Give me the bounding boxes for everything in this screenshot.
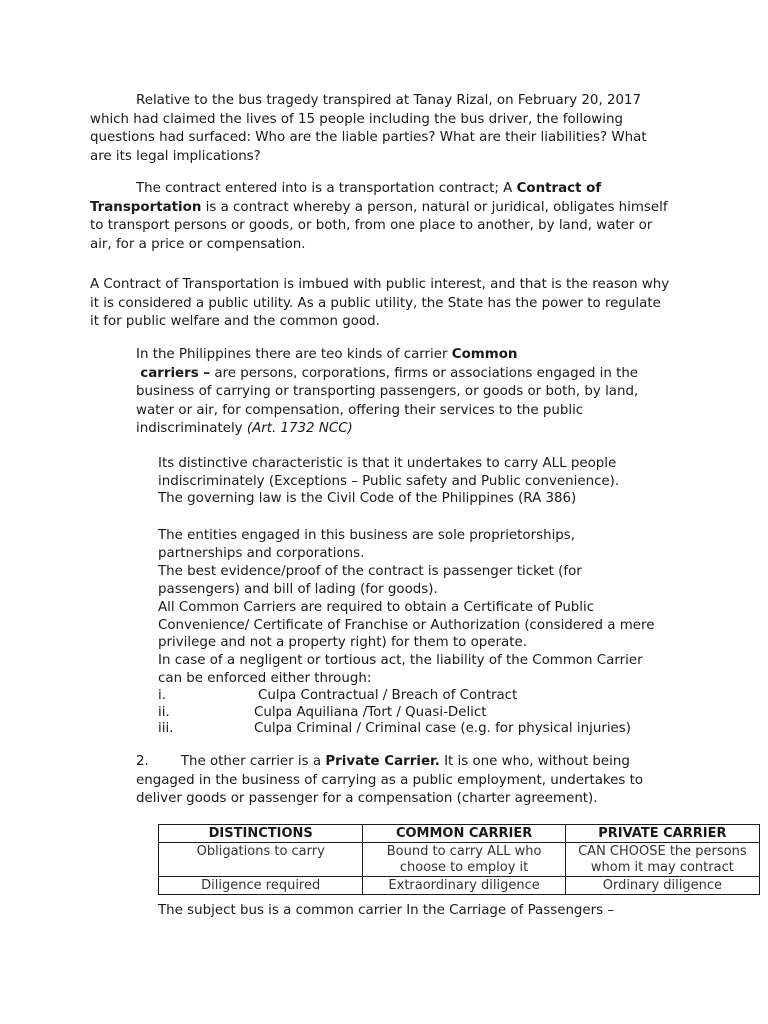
header-common-carrier: COMMON CARRIER: [363, 825, 565, 843]
list-item: [158, 688, 698, 705]
detail-line: All Common Carriers are required to obtain a Certificate of Public: [158, 599, 595, 615]
section-number: 2.: [136, 754, 149, 769]
table-row: [159, 877, 760, 895]
list-number: ii.: [158, 704, 170, 720]
intro-text: Relative to the bus tragedy transpired at Tanay Rizal, on February 20, 2017 which had claimed the lives of 15 people including the bus driver, the following questions had surfaced: Who are the liable parties? What are their liabilities? What are its legal implications?: [90, 93, 647, 164]
intro-paragraph: [90, 92, 670, 166]
public-interest-text: A Contract of Transportation is imbued with public interest, and that is the reason why it is considered a public utility. As a public utility, the State has the power to regulate it for public welfare and the common good.: [90, 277, 670, 330]
characteristic-line: Its distinctive characteristic is that it undertakes to carry ALL people: [158, 456, 617, 471]
liability-list: [158, 688, 698, 738]
common-carrier-definition: are persons, corporations, firms or associations engaged in the business of carrying or transporting passengers, or goods or both, by land, water or air, for compensation, offering their services to the public indiscriminately: [136, 365, 639, 437]
common-carrier-paragraph: [136, 346, 666, 439]
common-term: Common: [451, 347, 518, 362]
contract-definition-paragraph: [90, 180, 670, 254]
list-text: Culpa Criminal / Criminal case (e.g. for physical injuries): [254, 721, 631, 736]
table-cell: Bound to carry ALL who choose to employ it: [363, 843, 565, 877]
table-cell: Diligence required: [159, 877, 363, 895]
article-citation: (Art. 1732 NCC): [246, 421, 353, 437]
detail-line: The entities engaged in this business are sole proprietorships,: [158, 528, 576, 543]
public-interest-paragraph: [90, 276, 670, 332]
contract-of-transportation-term: Contract of Transportation: [90, 181, 602, 215]
table-header-row: [159, 825, 760, 843]
carriers-term: carriers –: [140, 365, 211, 381]
list-item: [158, 705, 698, 722]
header-private-carrier: PRIVATE CARRIER: [565, 825, 759, 843]
detail-line: Convenience/ Certificate of Franchise or Authorization (considered a mere: [158, 617, 655, 633]
private-carrier-paragraph: [136, 753, 666, 809]
table-cell: Ordinary diligence: [565, 877, 759, 895]
table-row: [159, 843, 760, 877]
list-text: Culpa Aquiliana /Tort / Quasi-Delict: [254, 704, 487, 720]
list-text: Culpa Contractual / Breach of Contract: [258, 688, 518, 703]
detail-line: can be enforced either through:: [158, 671, 372, 687]
detail-line: partnerships and corporations.: [158, 545, 365, 561]
closing-text: The subject bus is a common carrier In the Carriage of Passengers –: [158, 903, 615, 918]
private-carrier-definition: It is one who, without being engaged in the business of carrying as a public employment, undertakes to deliver goods or passenger for a compensation (charter agreement).: [136, 754, 644, 807]
table-cell: CAN CHOOSE the persons whom it may contract: [565, 843, 759, 877]
list-number: iii.: [158, 721, 174, 736]
detail-line: passengers) and bill of lading (for goods).: [158, 581, 438, 597]
list-item: [158, 721, 698, 738]
detail-line: In case of a negligent or tortious act, the liability of the Common Carrier: [158, 653, 643, 669]
contract-definition-body: is a contract whereby a person, natural or juridical, obligates himself to transport persons or goods, or both, from one place to another, by land, water or air, for a price or compensation.: [90, 199, 668, 252]
kinds-of-carrier-lead: In the Philippines there are teo kinds of carrier: [136, 347, 452, 362]
distinctions-table: [158, 824, 760, 895]
private-carrier-term: Private Carrier.: [325, 754, 440, 769]
header-distinctions: DISTINCTIONS: [159, 825, 363, 843]
detail-line: privilege and not a property right) for them to operate.: [158, 635, 527, 651]
characteristic-line: indiscriminately (Exceptions – Public safety and Public convenience).: [158, 473, 620, 489]
detail-line: The best evidence/proof of the contract is passenger ticket (for: [158, 563, 582, 579]
common-carrier-details: [158, 527, 698, 688]
private-carrier-lead: The other carrier is a: [180, 754, 326, 769]
closing-paragraph: [158, 902, 718, 921]
list-number: i.: [158, 688, 166, 703]
governing-law-line: The governing law is the Civil Code of the Philippines (RA 386): [158, 491, 577, 506]
table-cell: Obligations to carry: [159, 843, 363, 877]
contract-definition-lead: The contract entered into is a transportation contract; A: [136, 181, 517, 196]
distinctive-characteristic-paragraph: [158, 455, 688, 508]
table-cell: Extraordinary diligence: [363, 877, 565, 895]
